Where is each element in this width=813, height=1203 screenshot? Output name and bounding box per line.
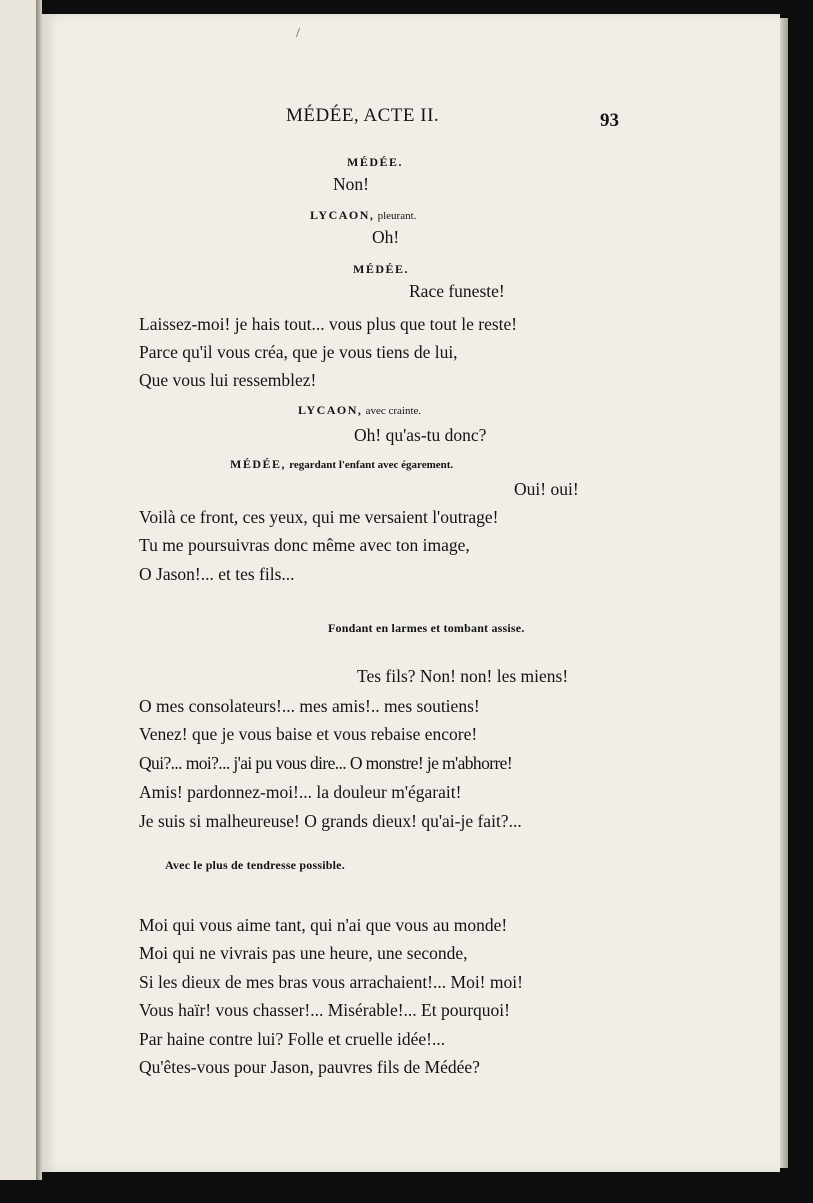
stage-direction: avec crainte. [365,405,422,417]
verse-line: Oui! oui! [514,479,579,499]
verse-line: Je suis si malheureuse! O grands dieux! qu'ai-je fait?... [139,811,522,831]
verse-line: Vous haïr! vous chasser!... Misérable!... Et pourquoi! [139,1000,510,1020]
stage-direction: Fondant en larmes et tombant assise. [328,621,525,635]
stage-direction: regardant l'enfant avec égarement. [289,459,454,471]
speaker-cue [310,208,416,223]
speaker-name: MÉDÉE, [230,457,287,471]
book-page [42,14,780,1172]
running-header: MÉDÉE, ACTE II. [286,105,440,126]
verse-line: Race funeste! [409,281,505,301]
page-number: 93 [600,110,619,131]
verse-line: O Jason!... et tes fils... [139,564,295,584]
verse-line: Moi qui vous aime tant, qui n'ai que vous au monde! [139,915,508,935]
facing-page-edge [0,0,37,1180]
verse-line: Moi qui ne vivrais pas une heure, une seconde, [139,943,468,963]
speaker-cue [230,457,453,472]
verse-line: Que vous lui ressemblez! [139,370,317,390]
stage-direction: pleurant. [377,210,417,222]
verse-line: Parce qu'il vous créa, que je vous tiens de lui, [139,342,458,362]
page-edge [780,18,788,1168]
speaker-name: MÉDÉE. [353,262,410,276]
verse-line: Non! [333,174,369,194]
verse-line: Oh! [372,227,400,247]
verse-line: Amis! pardonnez-moi!... la douleur m'égarait! [139,782,462,802]
verse-line: Tu me poursuivras donc même avec ton image, [139,535,470,555]
stage-direction: Avec le plus de tendresse possible. [165,858,345,872]
verse-line: Laissez-moi! je hais tout... vous plus que tout le reste! [139,314,518,334]
verse-line: Venez! que je vous baise et vous rebaise encore! [139,724,478,744]
verse-line: Par haine contre lui? Folle et cruelle idée!... [139,1029,446,1049]
verse-line: Qu'êtes-vous pour Jason, pauvres fils de Médée? [139,1057,480,1077]
ink-mark: / [296,26,300,41]
speaker-name: LYCAON, [310,208,375,222]
verse-line: Si les dieux de mes bras vous arrachaient!... Moi! moi! [139,972,523,992]
verse-line: Tes fils? Non! non! les miens! [357,666,569,686]
verse-line: Oh! qu'as-tu donc? [354,425,487,445]
speaker-cue [298,403,421,418]
speaker-name: LYCAON, [298,403,363,417]
speaker-name: MÉDÉE. [347,155,404,169]
verse-line: Voilà ce front, ces yeux, qui me versaient l'outrage! [139,507,499,527]
verse-line: Qui?... moi?... j'ai pu vous dire... O monstre! je m'abhorre! [139,753,513,773]
verse-line: O mes consolateurs!... mes amis!.. mes soutiens! [139,696,480,716]
